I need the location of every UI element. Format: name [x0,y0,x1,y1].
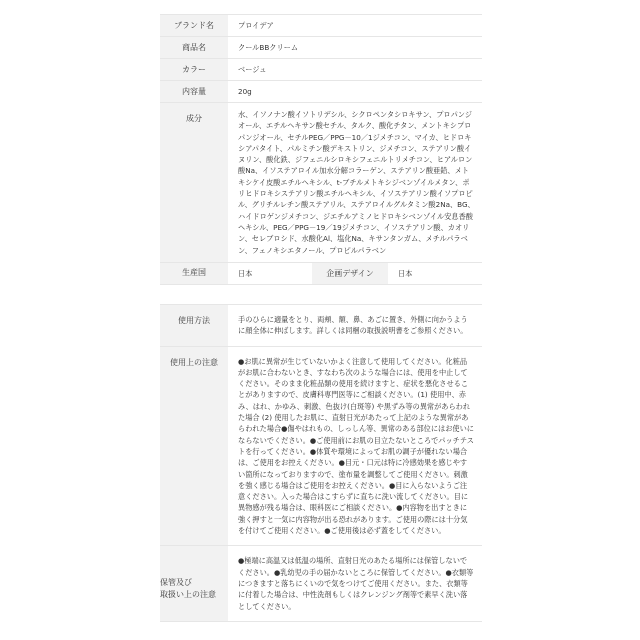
volume-label: 内容量 [160,81,228,102]
volume-value: 20g [238,86,252,96]
design-value: 日本 [398,268,413,278]
ingredients-value: 水、イソノナン酸イソトリデシル、シクロペンタシロキサン、プロパンジオール、エチルヘキサン酸セチル、タルク、酸化チタン、メントキシプロパンジオール、セチルPEG／PPG－10／1ジメチコン、マイカ、ヒドロキシアパタイト、パルミチン酸デキストリン、ジメチコン、ステアリン酸イヌリン、酸化鉄、ジフェニルシロキシフェニルトリメチコン、ヒアルロン酸Na、イソステアロイル加水分解コラーゲン、ステアリン酸亜鉛、メトキシケイ皮酸エチルヘキシル、t-ブチルメトキシジベンゾイルメタン、ポリヒドロキシステアリン酸エチルヘキシル、イソステアリン酸イソプロピル、グリチルレチン酸ステアリル、ステアロイルグルタミン酸2Na、BG、ハイドロゲンジメチコン、ジエチルアミノヒドロキシベンゾイル安息香酸ヘキシル、PEG／PPG－19／19ジメチコン、イソステアリン酸、カオリン、セレブロシド、水酸化Al、塩化Na、キサンタンガム、メチルパラベン、フェノキシエタノール、プロピルパラベン [238,110,475,255]
storage-row [160,546,482,621]
brand-value: プロイデア [238,20,274,30]
design-label: 企画デザイン [312,263,388,284]
product-value: クールBBクリーム [238,42,299,52]
brand-label: ブランド名 [160,15,228,36]
howto-value: 手のひらに適量をとり、両頬、額、鼻、あごに置き、外側に向かうように顔全体に伸ばします。詳しくは同梱の取扱説明書をご参照ください。 [238,315,468,336]
brand-row [160,15,482,37]
caution-value: ●お肌に異常が生じていないかよく注意して使用してください。化粧品がお肌に合わないとき、すなわち次のような場合には、使用を中止してください。そのまま化粧品類の使用を続けますと、症状を悪化させることがありますので、皮膚科専門医等にご相談ください。(1) 使用中、赤み、はれ、かゆみ、刺激、色抜け(白斑等) や黒ずみ等の異常があらわれた場合 (2) 使用したお肌に、直射日光があたって上記のような異常があらわれた場合●傷やはれもの、しっしん等、異常のある部位にはお使いにならないでください。●ご使用前にお肌の目立たないところでパッチテストを行ってください。●体質や環境によってお肌の調子が優れない場合は、ご使用をお控えください。●目元・口元は特に冷感効果を感じやすい箇所になっておりますので、塗布量を調整してご使用ください。刺激を強く感じる場合はご使用をお控えください。●目に入らないようご注意ください。入った場合はこすらずに直ちに洗い流してください。目に異物感が残る場合は、眼科医にご相談ください。●内容物を出すときに強く押すと一気に内容物が出る恐れがあります。ご使用の際には十分気を付けてご使用ください。●ご使用後は必ず蓋をしてください。 [238,356,474,536]
storage-label-line2: 取扱い上の注意 [160,589,216,599]
storage-label [160,546,228,620]
howto-label: 使用方法 [160,305,228,346]
origin-design-cell [228,263,482,284]
howto-row [160,305,482,347]
origin-value: 日本 [238,268,253,278]
origin-row [160,263,482,285]
origin-label: 生産国 [160,263,228,284]
storage-value: ●極端に高温又は低温の場所、直射日光のあたる場所には保管しないでください。●乳幼児の手の届かないところに保管してください。●衣類等につきますと落ちにくいので気をつけてご使用ください。また、衣類等に付着した場合は、中性洗剤もしくはクレンジング剤等で素早く洗い落としてください。 [238,556,474,611]
product-row [160,37,482,59]
caution-row [160,347,482,547]
storage-label-line1: 保管及び [160,577,192,587]
ingredients-label: 成分 [160,103,228,262]
caution-label: 使用上の注意 [160,347,228,546]
color-label: カラー [160,59,228,80]
volume-row [160,81,482,103]
spec-table [160,14,482,285]
ingredients-row [160,103,482,263]
color-value: ベージュ [238,64,267,74]
product-label: 商品名 [160,37,228,58]
color-row [160,59,482,81]
usage-table [160,304,482,622]
